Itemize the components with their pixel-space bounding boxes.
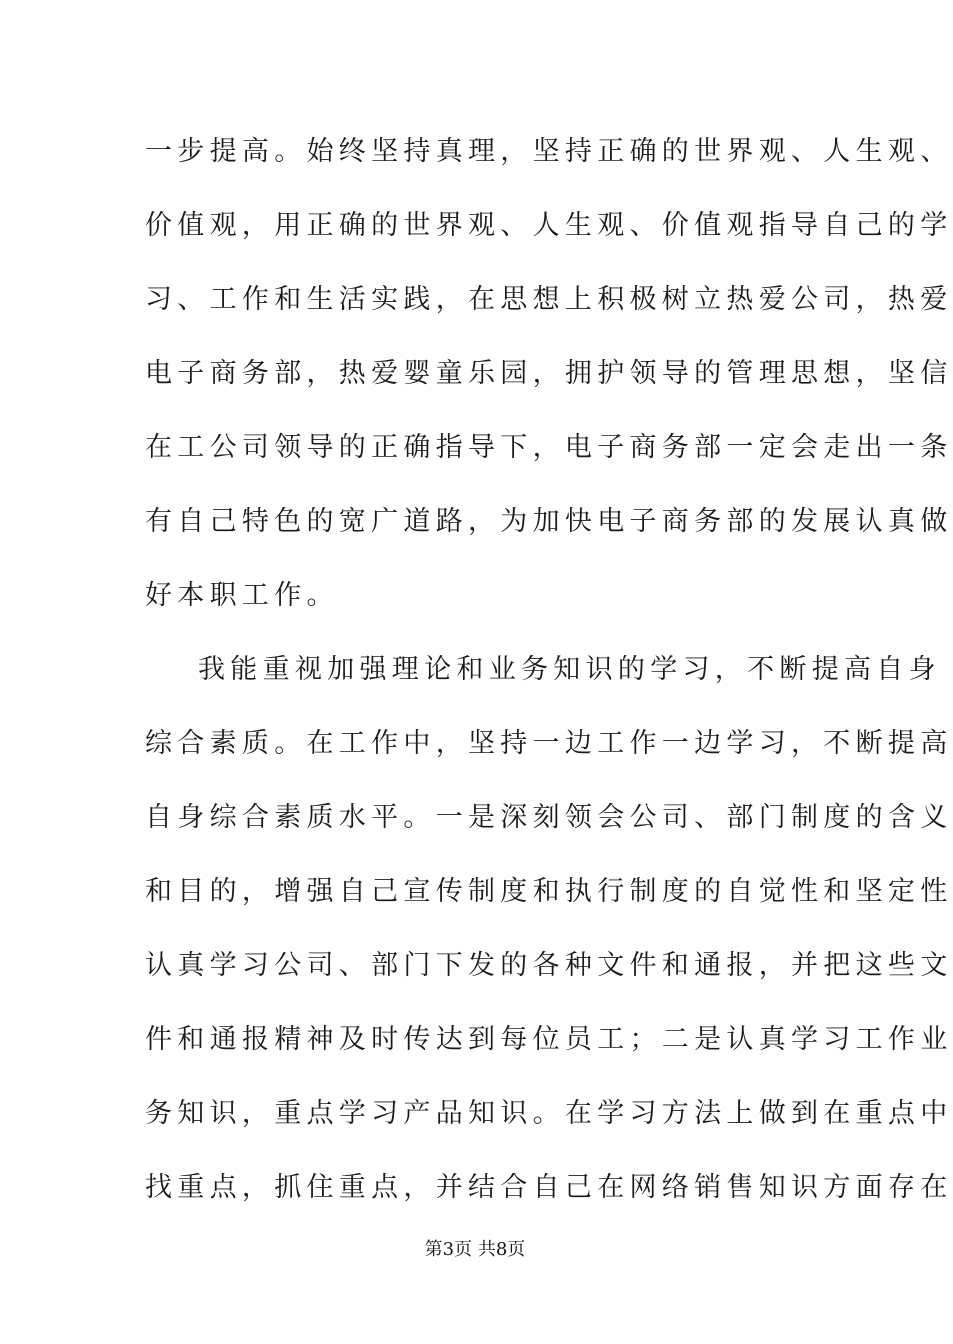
paragraph-2-line-2: 综合素质。在工作中，坚持一边工作一边学习，不断提高: [145, 728, 953, 759]
paragraph-1-line-6: 有自己特色的宽广道路，为加快电子商务部的发展认真做: [145, 506, 953, 537]
paragraph-1-line-2: 价值观，用正确的世界观、人生观、价值观指导自己的学: [145, 210, 953, 241]
paragraph-1-line-1: 一步提高。始终坚持真理，坚持正确的世界观、人生观、: [145, 136, 953, 167]
paragraph-1-line-3: 习、工作和生活实践，在思想上积极树立热爱公司，热爱: [145, 284, 953, 315]
paragraph-2-line-3: 自身综合素质水平。一是深刻领会公司、部门制度的含义: [145, 802, 953, 833]
paragraph-2-line-4: 和目的，增强自己宣传制度和执行制度的自觉性和坚定性: [145, 876, 953, 907]
paragraph-1-line-5: 在工公司领导的正确指导下，电子商务部一定会走出一条: [145, 432, 953, 463]
paragraph-2-line-6: 件和通报精神及时传达到每位员工；二是认真学习工作业: [145, 1024, 953, 1055]
paragraph-2-line-8: 找重点，抓住重点，并结合自己在网络销售知识方面存在: [145, 1172, 953, 1203]
paragraph-2-line-7: 务知识，重点学习产品知识。在学习方法上做到在重点中: [145, 1098, 953, 1129]
paragraph-1-line-4: 电子商务部，热爱婴童乐园，拥护领导的管理思想，坚信: [145, 358, 953, 389]
page-number-footer: 第3页 共8页: [424, 1239, 526, 1260]
paragraph-2-line-1: 我能重视加强理论和业务知识的学习，不断提高自身: [198, 654, 941, 685]
paragraph-2-line-5: 认真学习公司、部门下发的各种文件和通报，并把这些文: [145, 950, 953, 981]
paragraph-1-line-7: 好本职工作。: [145, 580, 339, 611]
